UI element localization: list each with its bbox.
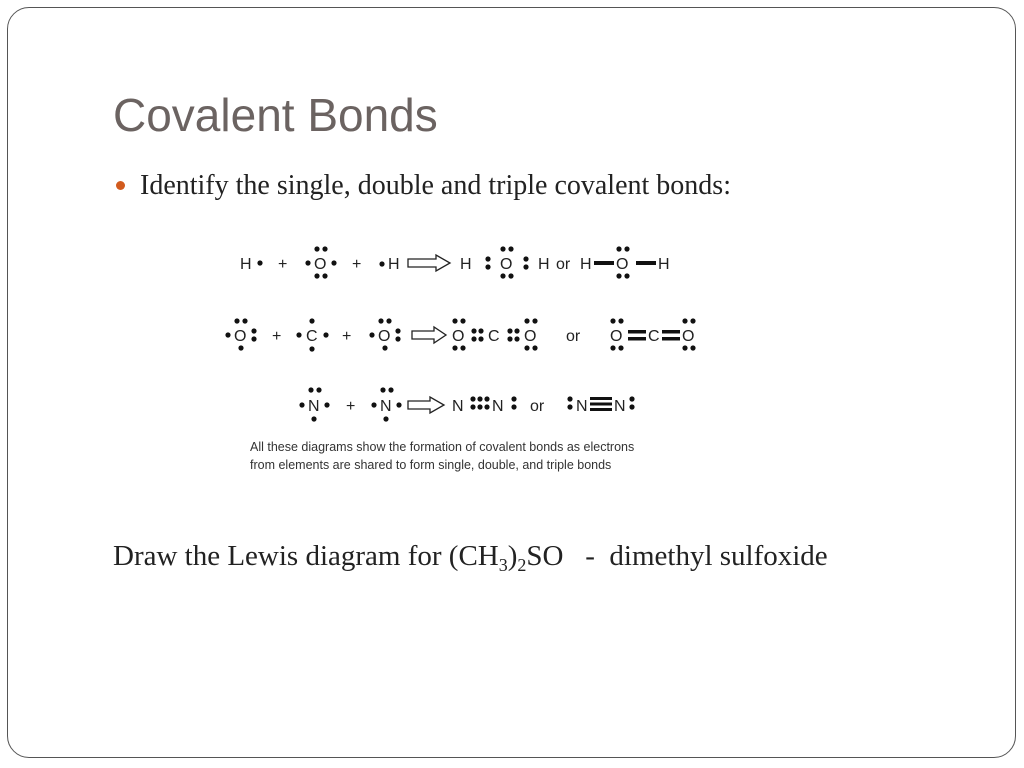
electron-dot-icon	[296, 332, 301, 337]
figure-caption-line1: All these diagrams show the formation of covalent bonds as electrons	[250, 440, 635, 454]
arrow-icon	[408, 397, 444, 413]
electron-dot-icon	[379, 261, 384, 266]
bond-line	[628, 337, 646, 341]
electron-dot-icon	[380, 387, 385, 392]
figure-caption-line2: from elements are shared to form single, double, and triple bonds	[250, 458, 612, 472]
plus-sign: +	[352, 256, 362, 273]
electron-dot-icon	[238, 345, 243, 350]
electron-dot-icon	[477, 396, 482, 401]
electron-dot-icon	[567, 404, 572, 409]
row-water	[240, 246, 670, 278]
atom-o: O	[524, 328, 537, 345]
atom-n: N	[452, 398, 464, 415]
triple-bond	[590, 397, 612, 400]
task-prompt	[113, 540, 828, 573]
atom-h: H	[240, 256, 252, 273]
electron-dot-icon	[314, 273, 319, 278]
plus-sign: +	[342, 328, 352, 345]
covalent-bond-diagram	[222, 237, 716, 481]
arrow-icon	[412, 327, 446, 343]
atom-o: O	[610, 328, 623, 345]
electron-dot-icon	[508, 246, 513, 251]
electron-dot-icon	[629, 404, 634, 409]
bullet-item	[116, 170, 731, 202]
electron-dot-icon	[507, 328, 512, 333]
atom-n: N	[576, 398, 588, 415]
electron-dot-icon	[308, 387, 313, 392]
electron-dot-icon	[470, 404, 475, 409]
electron-dot-icon	[395, 336, 400, 341]
arrow-icon	[408, 255, 450, 271]
plus-sign: +	[346, 398, 356, 415]
electron-dot-icon	[460, 345, 465, 350]
atom-o: O	[378, 328, 391, 345]
electron-dot-icon	[471, 328, 476, 333]
electron-dot-icon	[514, 328, 519, 333]
electron-dot-icon	[378, 318, 383, 323]
double-bond	[662, 330, 680, 334]
electron-dot-icon	[324, 402, 329, 407]
electron-dot-icon	[386, 318, 391, 323]
atom-n: N	[380, 398, 392, 415]
electron-dot-icon	[616, 273, 621, 278]
electron-dot-icon	[532, 318, 537, 323]
electron-dot-icon	[624, 246, 629, 251]
electron-dot-icon	[567, 396, 572, 401]
electron-dot-icon	[610, 318, 615, 323]
electron-dot-icon	[484, 404, 489, 409]
task-prefix: Draw the Lewis diagram for (CH	[113, 540, 499, 572]
electron-dot-icon	[524, 318, 529, 323]
electron-dot-icon	[323, 332, 328, 337]
atom-o: O	[314, 256, 327, 273]
electron-dot-icon	[234, 318, 239, 323]
electron-dot-icon	[316, 387, 321, 392]
electron-dot-icon	[396, 402, 401, 407]
or-label: or	[556, 256, 571, 273]
electron-dot-icon	[305, 260, 310, 265]
electron-dot-icon	[618, 318, 623, 323]
bond-line	[662, 337, 680, 341]
atom-h: H	[460, 256, 472, 273]
electron-dot-icon	[511, 396, 516, 401]
electron-dot-icon	[311, 416, 316, 421]
electron-dot-icon	[251, 336, 256, 341]
electron-dot-icon	[690, 318, 695, 323]
atom-n: N	[492, 398, 504, 415]
atom-c: C	[488, 328, 500, 345]
electron-dot-icon	[242, 318, 247, 323]
electron-dot-icon	[485, 264, 490, 269]
electron-dot-icon	[500, 246, 505, 251]
atom-n: N	[308, 398, 320, 415]
electron-dot-icon	[500, 273, 505, 278]
double-bond	[628, 330, 646, 334]
electron-dot-icon	[478, 336, 483, 341]
or-label: or	[566, 328, 581, 345]
atom-o: O	[500, 256, 513, 273]
electron-dot-icon	[309, 346, 314, 351]
atom-h: H	[580, 256, 592, 273]
atom-c: C	[648, 328, 660, 345]
electron-dot-icon	[485, 256, 490, 261]
row-carbon-dioxide	[225, 318, 695, 351]
electron-dot-icon	[523, 264, 528, 269]
plus-sign: +	[272, 328, 282, 345]
electron-dot-icon	[322, 246, 327, 251]
single-bond	[594, 261, 614, 265]
electron-dot-icon	[616, 246, 621, 251]
electron-dot-icon	[511, 404, 516, 409]
electron-dot-icon	[257, 260, 262, 265]
slide-title: Covalent Bonds	[113, 89, 438, 141]
electron-dot-icon	[682, 318, 687, 323]
single-bond	[636, 261, 656, 265]
task-mid: )	[507, 540, 518, 572]
electron-dot-icon	[383, 416, 388, 421]
electron-dot-icon	[629, 396, 634, 401]
or-label: or	[530, 398, 545, 415]
electron-dot-icon	[618, 345, 623, 350]
electron-dot-icon	[371, 402, 376, 407]
electron-dot-icon	[470, 396, 475, 401]
electron-dot-icon	[524, 345, 529, 350]
electron-dot-icon	[610, 345, 615, 350]
atom-h: H	[658, 256, 670, 273]
atom-o: O	[234, 328, 247, 345]
electron-dot-icon	[314, 246, 319, 251]
electron-dot-icon	[299, 402, 304, 407]
electron-dot-icon	[452, 345, 457, 350]
task-suffix: SO - dimethyl sulfoxide	[526, 540, 828, 572]
atom-o: O	[616, 256, 629, 273]
electron-dot-icon	[369, 332, 374, 337]
electron-dot-icon	[682, 345, 687, 350]
electron-dot-icon	[532, 345, 537, 350]
electron-dot-icon	[477, 404, 482, 409]
atom-o: O	[682, 328, 695, 345]
atom-h: H	[388, 256, 400, 273]
electron-dot-icon	[690, 345, 695, 350]
bond-line	[590, 408, 612, 411]
task-subscript-3: 3	[498, 555, 508, 575]
electron-dot-icon	[460, 318, 465, 323]
atom-h: H	[538, 256, 550, 273]
bullet-text: Identify the single, double and triple covalent bonds:	[140, 170, 731, 201]
electron-dot-icon	[395, 328, 400, 333]
electron-dot-icon	[471, 336, 476, 341]
electron-dot-icon	[309, 318, 314, 323]
task-subscript-2: 2	[517, 555, 527, 575]
electron-dot-icon	[251, 328, 256, 333]
electron-dot-icon	[507, 336, 512, 341]
electron-dot-icon	[508, 273, 513, 278]
atom-o: O	[452, 328, 465, 345]
electron-dot-icon	[514, 336, 519, 341]
atom-c: C	[306, 328, 318, 345]
bond-line	[590, 403, 612, 406]
electron-dot-icon	[388, 387, 393, 392]
electron-dot-icon	[484, 396, 489, 401]
electron-dot-icon	[331, 260, 336, 265]
electron-dot-icon	[225, 332, 230, 337]
bullet-dot-icon	[116, 181, 125, 190]
electron-dot-icon	[478, 328, 483, 333]
electron-dot-icon	[452, 318, 457, 323]
electron-dot-icon	[322, 273, 327, 278]
electron-dot-icon	[382, 345, 387, 350]
electron-dot-icon	[624, 273, 629, 278]
plus-sign: +	[278, 256, 288, 273]
atom-n: N	[614, 398, 626, 415]
electron-dot-icon	[523, 256, 528, 261]
row-nitrogen	[299, 387, 634, 421]
